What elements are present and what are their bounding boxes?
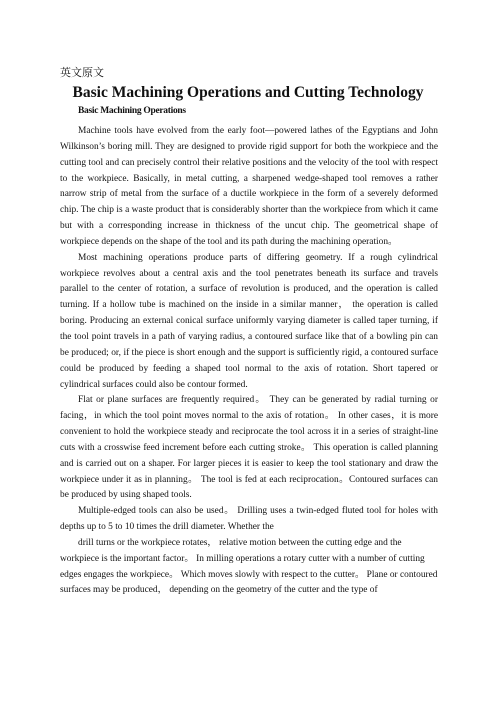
paragraph: Most machining operations produce parts of differing geometry. If a rough cylindrical workpiece revolves about a central axis and the tool penetrates beneath its surface and travels parallel to the center of rotation, a surface of revolution is produced, and the operation is called turning. If a hollow tube is machined on the inside in a similar manner， the operation is called boring. Producing an external conical surface uniformly varying diameter is called taper turning, if the tool point travels in a path of varying radius, a contoured surface like that of a bowling pin can be produced; or, if the piece is short enough and the support is sufficiently rigid, a contoured surface could be produced by feeding a shaped tool normal to the axis of rotation. Short tapered or cylindrical surfaces could also be contour formed. [60,252,438,390]
paragraph: drill turns or the workpiece rotates， relative motion between the cutting edge and the workpiece is the important factor。 In milling operations a rotary cutter with a number of cutting edges engages the workpiece。 Which moves slowly with respect to the cutter。 Plane or contoured surfaces may be produced， depending on the geometry of the cutter and the type of [60,537,438,596]
paragraph: Machine tools have evolved from the early foot—powered lathes of the Egyptians and John Wilkinson’s boring mill. They are designed to provide rigid support for both the workpiece and the cutting tool and can precisely control their relative positions and the velocity of the tool with respect to the workpiece. Basically, in metal cutting, a sharpened wedge-shaped tool removes a rather narrow strip of metal from the surface of a ductile workpiece in the form of a severely deformed chip. The chip is a waste product that is considerably shorter than the workpiece from which it came but with a corresponding increase in thickness of the uncut chip. The geometrical shape of workpiece depends on the shape of the tool and its path during the machining operation。 [60,126,438,247]
paragraph: Multiple-edged tools can also be used。 Drilling uses a twin-edged fluted tool for holes with depths up to 5 to 10 times the drill diameter. Whether the [60,506,438,533]
section-label: 英文原文 [60,66,104,79]
paragraph: Flat or plane surfaces are frequently required。 They can be generated by radial turning or facing，in which the tool point moves normal to the axis of rotation。 In other cases，it is more convenient to hold the workpiece steady and reciprocate the tool across it in a series of straight-line cuts with a crosswise feed increment before each cutting stroke。 This operation is called planning and is carried out on a shaper. For larger pieces it is easier to keep the tool stationary and draw the workpiece under it as in planning。 The tool is fed at each reciprocation。Contoured surfaces can be produced by using shaped tools. [60,395,438,501]
body-text [60,124,438,599]
document-title: Basic Machining Operations and Cutting Technology [72,84,424,101]
section-subtitle: Basic Machining Operations [78,106,186,116]
